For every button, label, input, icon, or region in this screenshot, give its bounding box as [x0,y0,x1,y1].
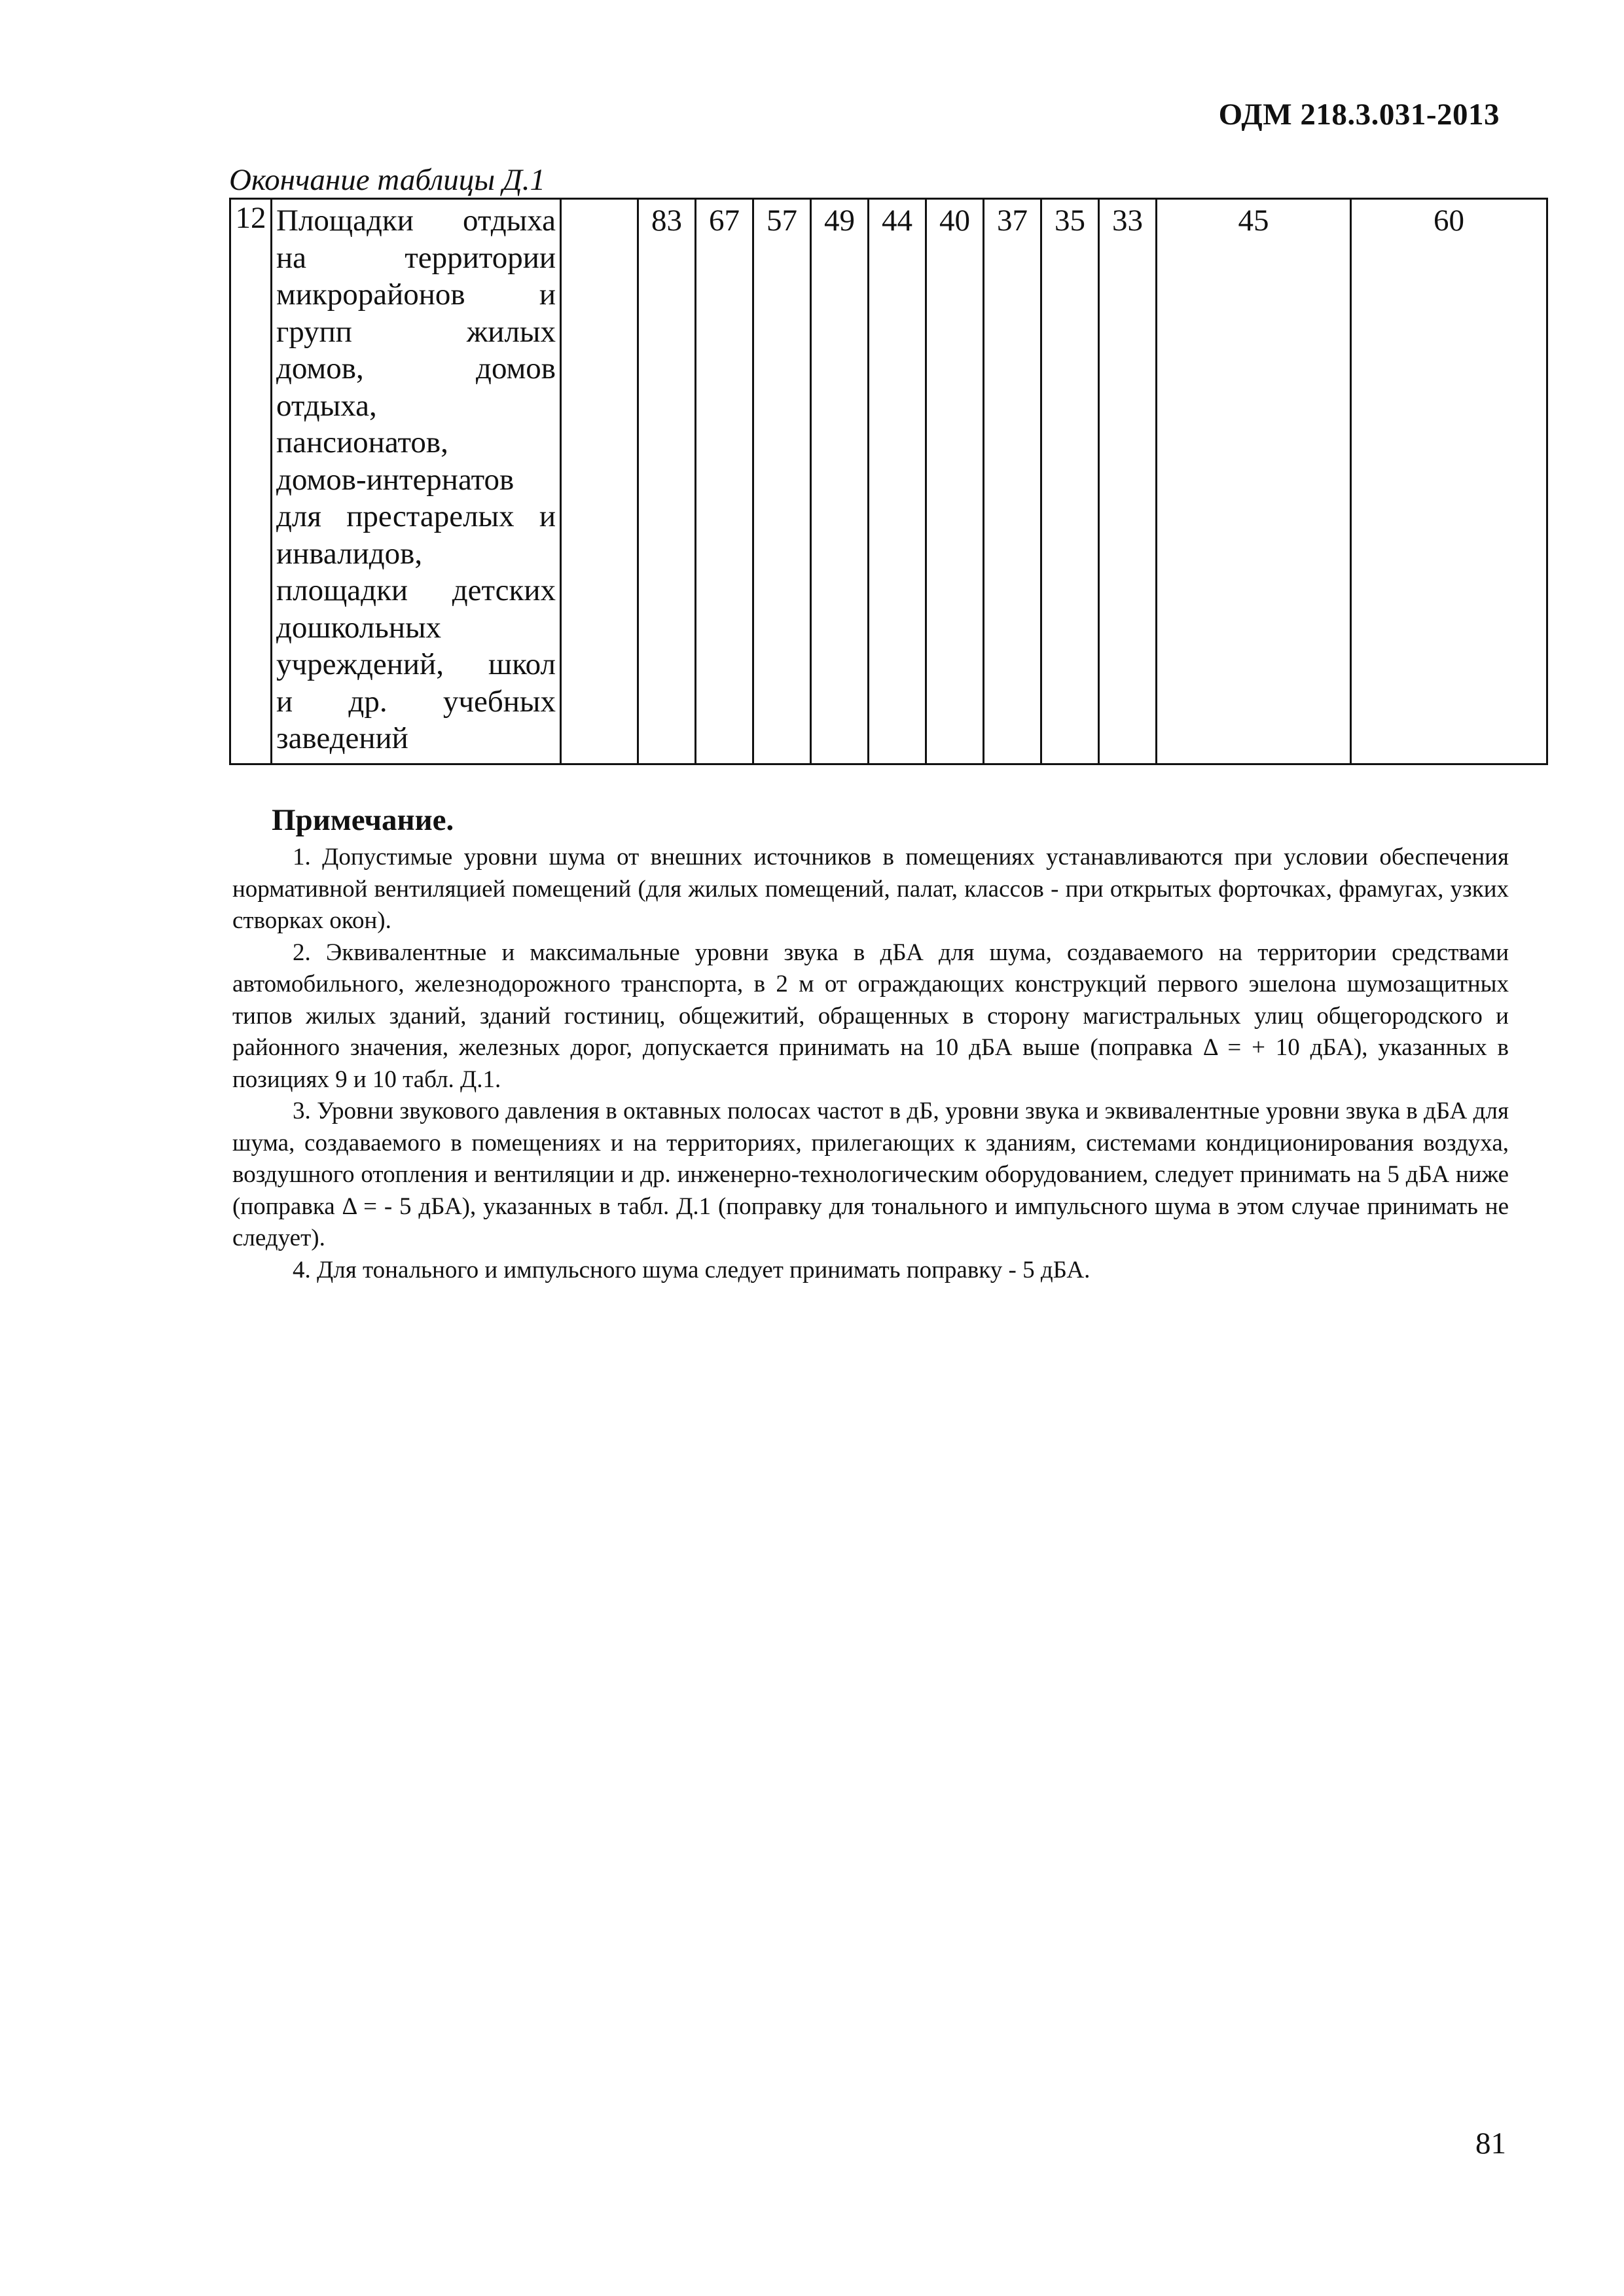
octave-level-cell: 57 [753,199,811,764]
octave-level-cell: 37 [984,199,1041,764]
place-line: площадки детских [276,573,556,607]
maximum-level-cell: 60 [1351,199,1547,764]
notes-section [232,800,1509,1286]
table-row [230,199,1547,764]
table-caption: Окончание таблицы Д.1 [229,163,546,197]
place-description [272,199,561,764]
place-line: отдыха, [276,388,377,423]
octave-level-cell: 44 [869,199,926,764]
place-line: домов, домов [276,351,556,386]
place-line: и др. учебных [276,684,556,719]
note-item: 1. Допустимые уровни шума от внешних источников в помещениях устанавливаются при условии обеспечения нормативной вентиляцией помещений (для жилых помещений, палат, классов - при открытых форточках, фрамугах, узких створках окон). [232,844,1509,934]
row-number: 12 [230,199,272,764]
place-line: учреждений, школ [276,647,556,681]
note-item: 3. Уровни звукового давления в октавных полосах частот в дБ, уровни звука и эквивалентные уровни звука в дБА для шума, создаваемого в помещениях и на территориях, прилегающих к зданиям, системами кондиционирования воздуха, воздушного отопления и вентиляции и др. инженерно-технологическим оборудованием, следует принимать на 5 дБА ниже (поправка Δ = - 5 дБА), указанных в табл. Д.1 (поправку для тонального и импульсного шума в этом случае принимать не следует). [232,1098,1509,1251]
place-line: дошкольных [276,610,442,645]
noise-norms-table [229,198,1548,765]
place-line: домов-интернатов [276,462,514,497]
note-item: 4. Для тонального и импульсного шума следует принимать поправку - 5 дБА. [293,1256,1091,1283]
place-line: заведений [276,721,408,755]
place-line: пансионатов, [276,425,448,459]
place-line: групп жилых [276,314,556,349]
place-line: для престарелых и [276,499,556,533]
document-code: ОДМ 218.3.031-2013 [1218,98,1500,132]
octave-level-cell: 67 [696,199,753,764]
note-item: 2. Эквивалентные и максимальные уровни звука в дБА для шума, создаваемого на территории средствами автомобильного, железнодорожного транспорта, в 2 м от ограждающих конструкций первого эшелона шумозащитных типов жилых зданий, зданий гостиниц, общежитий, обращенных в сторону магистральных улиц общегородского и районного значения, железных дорог, допускается принимать на 10 дБА выше (поправка Δ = + 10 дБА), указанных в позициях 9 и 10 табл. Д.1. [232,939,1509,1093]
octave-level-cell: 83 [638,199,696,764]
place-line: микрорайонов и [276,278,556,312]
octave-level-cell: 35 [1041,199,1099,764]
octave-level-cell: 49 [811,199,869,764]
place-line: инвалидов, [276,536,423,571]
octave-level-cell: 33 [1099,199,1157,764]
octave-level-cell: 40 [926,199,984,764]
place-line: на территории [276,240,556,275]
equivalent-level-cell: 45 [1157,199,1351,764]
time-cell [561,199,638,764]
notes-title: Примечание. [272,803,454,837]
place-line: Площадки отдыха [276,204,556,238]
page-number: 81 [1475,2126,1506,2161]
